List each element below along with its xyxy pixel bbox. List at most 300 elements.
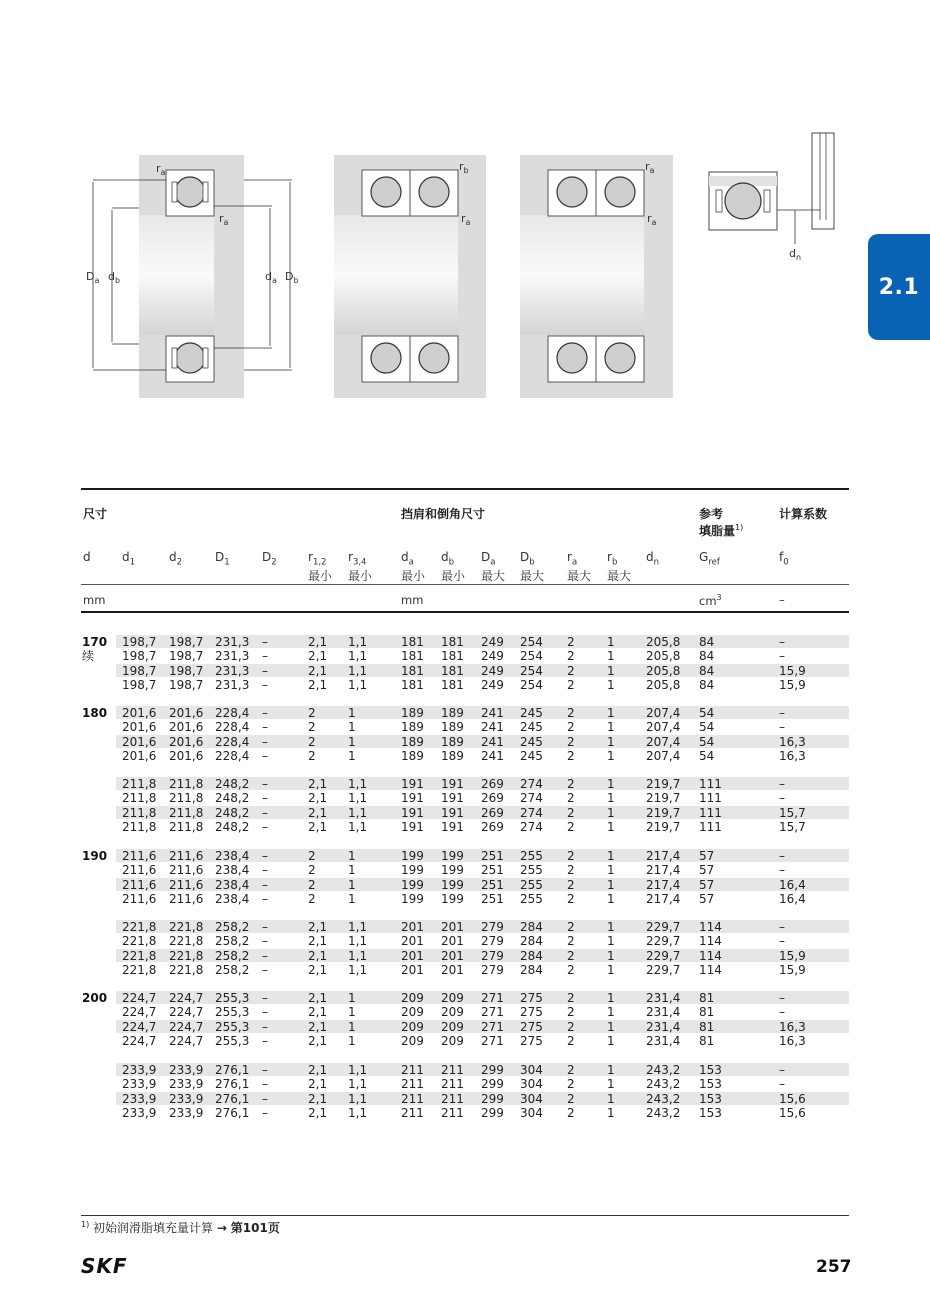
cell-f0: – [779,777,785,791]
cell-f0: 16,3 [779,1019,806,1034]
cell-d1: 201,6 [122,748,157,763]
cell-db: 191 [441,777,464,791]
svg-text:ra: $r_a$ [156,162,166,177]
cell-db: 181 [441,635,464,649]
cell-dn: 243,2 [646,1077,681,1092]
cell-f0: 15,9 [779,677,806,692]
cell-db: 211 [441,1091,464,1106]
cell-ra: 2 [567,1063,575,1077]
cell-Gref: 81 [699,1005,715,1020]
cell-dn: 243,2 [646,1105,681,1120]
cell-dn: 231,4 [646,1033,681,1048]
cell-r34: 1 [348,748,356,763]
cell-D2: – [262,734,268,749]
cell-f0: 16,3 [779,748,806,763]
cell-rb: 1 [607,1091,615,1106]
cell-ra: 2 [567,991,575,1005]
cell-da: 191 [401,777,424,791]
sym-D2: $D_2$ [262,550,277,568]
svg-text:rb: $r_b$ [459,160,469,175]
cell-f0: 16,3 [779,1033,806,1048]
cell-d1: 233,9 [122,1091,157,1106]
cell-rb: 1 [607,1005,615,1020]
cell-da: 191 [401,791,424,806]
cell-da: 209 [401,1005,424,1020]
cell-ra: 2 [567,1077,575,1092]
cell-Da: 299 [481,1063,504,1077]
footnote-rule [81,1215,849,1216]
cell-da: 181 [401,635,424,649]
cell-D1: 258,2 [215,962,250,977]
cell-rb: 1 [607,1019,615,1034]
cell-ra: 2 [567,819,575,834]
cell-f0: – [779,920,785,934]
unit-mm-dimensions: mm [83,593,106,607]
cell-Db: 304 [520,1105,543,1120]
cell-Da: 271 [481,991,504,1005]
cell-r12: 2,1 [308,649,328,664]
sym-d1: $d_1$ [122,550,136,568]
cell-rb: 1 [607,948,615,963]
cell-rb: 1 [607,849,615,863]
sym-d2: $d_2$ [169,550,183,568]
cell-r12: 2 [308,748,316,763]
cell-D1: 276,1 [215,1077,250,1092]
cell-f0: – [779,791,785,806]
cell-D1: 238,4 [215,863,250,878]
cell-r12: 2,1 [308,1005,328,1020]
cell-r34: 1,1 [348,635,368,649]
cell-ra: 2 [567,1005,575,1020]
cell-Da: 251 [481,877,504,892]
cell-ra: 2 [567,849,575,863]
cell-D2: – [262,1091,268,1106]
cell-Gref: 81 [699,1033,715,1048]
cell-d1: 221,8 [122,962,157,977]
cell-Gref: 54 [699,734,715,749]
diagram-paired-bearings-b [520,155,673,398]
cell-Gref: 81 [699,1019,715,1034]
cell-dn: 205,8 [646,663,681,678]
cell-Da: 269 [481,819,504,834]
cell-d2: 224,7 [169,991,204,1005]
cell-ra: 2 [567,948,575,963]
header-abutment-fillet: 挡肩和倒角尺寸 [401,507,486,521]
cell-r12: 2,1 [308,819,328,834]
cell-da: 201 [401,948,424,963]
cell-rb: 1 [607,805,615,820]
cell-dn: 229,7 [646,920,681,934]
cell-ra: 2 [567,934,575,949]
cell-Da: 249 [481,677,504,692]
header-mid-rule [81,584,849,585]
footnote: $^{1)}$ 初始润滑脂填充量计算 → 第101页 [81,1220,280,1235]
header-calc-factor: 计算系数 [779,507,828,521]
cell-r12: 2,1 [308,1091,328,1106]
sym-d: d [83,550,91,564]
cell-D1: 228,4 [215,748,250,763]
cell-db: 191 [441,819,464,834]
unit-cm3: $cm^3$ [699,593,722,608]
cell-dn: 205,8 [646,635,681,649]
cell-f0: – [779,934,785,949]
cell-Db: 254 [520,635,543,649]
cell-f0: 16,3 [779,734,806,749]
cell-f0: – [779,991,785,1005]
cell-d1: 211,6 [122,863,157,878]
cell-D2: – [262,748,268,763]
cell-D2: – [262,962,268,977]
cell-f0: 15,9 [779,962,806,977]
cell-Db: 254 [520,649,543,664]
cell-rb: 1 [607,734,615,749]
cell-rb: 1 [607,663,615,678]
cell-r34: 1,1 [348,948,368,963]
cell-f0: 15,9 [779,948,806,963]
cell-D1: 231,3 [215,635,250,649]
cell-D1: 258,2 [215,948,250,963]
cell-D1: 255,3 [215,991,250,1005]
svg-text:ra: $r_a$ [219,212,229,227]
unit-mm-abutment: mm [401,593,424,607]
cell-ra: 2 [567,791,575,806]
cell-Db: 274 [520,791,543,806]
cell-rb: 1 [607,1033,615,1048]
cell-Da: 251 [481,863,504,878]
cell-D1: 228,4 [215,706,250,720]
cell-Gref: 84 [699,635,715,649]
cell-D2: – [262,805,268,820]
cell-D2: – [262,891,268,906]
cell-da: 189 [401,734,424,749]
cell-Gref: 57 [699,891,715,906]
cell-r34: 1,1 [348,1091,368,1106]
cell-D1: 255,3 [215,1019,250,1034]
cell-r34: 1,1 [348,663,368,678]
cell-d2: 233,9 [169,1077,204,1092]
cell-r34: 1,1 [348,805,368,820]
cell-dn: 219,7 [646,805,681,820]
cell-f0: – [779,863,785,878]
cell-D1: 228,4 [215,720,250,735]
cell-D2: – [262,819,268,834]
cell-Db: 254 [520,677,543,692]
cell-D2: – [262,877,268,892]
cell-d2: 224,7 [169,1005,204,1020]
cell-Gref: 57 [699,863,715,878]
cell-rb: 1 [607,720,615,735]
cell-f0: – [779,635,785,649]
cell-D1: 228,4 [215,734,250,749]
cell-d2: 233,9 [169,1091,204,1106]
cell-db: 181 [441,663,464,678]
cell-D1: 258,2 [215,920,250,934]
cell-db: 189 [441,720,464,735]
cell-rb: 1 [607,1063,615,1077]
cell-da: 199 [401,863,424,878]
cell-ra: 2 [567,863,575,878]
cell-Db: 274 [520,819,543,834]
cell-da: 201 [401,920,424,934]
cell-r12: 2,1 [308,663,328,678]
cell-D2: – [262,1019,268,1034]
sym-da: $d_a$ 最小 [401,550,426,584]
cell-ra: 2 [567,1033,575,1048]
cell-r12: 2,1 [308,934,328,949]
cell-d2: 201,6 [169,734,204,749]
cell-D1: 248,2 [215,819,250,834]
cell-D1: 238,4 [215,891,250,906]
cell-Da: 271 [481,1019,504,1034]
cell-da: 199 [401,849,424,863]
cell-r12: 2 [308,849,316,863]
cell-rb: 1 [607,791,615,806]
cell-r12: 2 [308,863,316,878]
cell-db: 211 [441,1063,464,1077]
cell-ra: 2 [567,920,575,934]
cell-d1: 211,8 [122,819,157,834]
cell-Gref: 114 [699,920,722,934]
cell-d2: 221,8 [169,948,204,963]
cell-Db: 284 [520,920,543,934]
cell-f0: 15,6 [779,1091,806,1106]
cell-D2: – [262,948,268,963]
cell-D1: 238,4 [215,877,250,892]
bore-diameter-d: 170 [82,635,108,649]
cell-r34: 1,1 [348,920,368,934]
table-top-rule [81,488,849,490]
svg-text:ra: $r_a$ [461,212,471,227]
bearing-arrangement-diagrams [0,0,930,420]
cell-rb: 1 [607,991,615,1005]
cell-r12: 2,1 [308,1063,328,1077]
cell-db: 199 [441,863,464,878]
cell-db: 201 [441,934,464,949]
cell-Gref: 153 [699,1091,722,1106]
cell-Da: 299 [481,1105,504,1120]
cell-da: 181 [401,649,424,664]
cell-D1: 248,2 [215,805,250,820]
skf-logo: SKF [81,1254,128,1278]
cell-D2: – [262,934,268,949]
cell-r12: 2,1 [308,1019,328,1034]
cell-d1: 198,7 [122,649,157,664]
cell-da: 191 [401,805,424,820]
sym-r12: $r_{1,2}$ 最小 [308,550,333,584]
cell-D2: – [262,677,268,692]
cell-d2: 211,8 [169,805,204,820]
cell-d2: 211,8 [169,777,204,791]
cell-Db: 245 [520,748,543,763]
cell-dn: 219,7 [646,819,681,834]
cell-dn: 231,4 [646,991,681,1005]
sym-dn: $d_n$ [646,550,660,568]
cell-Db: 275 [520,1005,543,1020]
cell-da: 189 [401,720,424,735]
svg-text:db: $d_b$ [108,270,121,285]
cell-Db: 245 [520,720,543,735]
cell-D2: – [262,1063,268,1077]
cell-ra: 2 [567,1019,575,1034]
cell-da: 189 [401,748,424,763]
cell-Gref: 111 [699,805,722,820]
cell-r34: 1 [348,849,356,863]
cell-r12: 2 [308,734,316,749]
section-tab[interactable]: 2.1 [868,234,930,340]
cell-ra: 2 [567,962,575,977]
cell-r34: 1 [348,1019,356,1034]
cell-d2: 224,7 [169,1033,204,1048]
cell-D1: 231,3 [215,649,250,664]
sym-f0: $f_0$ [779,550,789,568]
cell-Db: 245 [520,734,543,749]
cell-Db: 275 [520,1019,543,1034]
cell-da: 209 [401,991,424,1005]
cell-f0: – [779,1063,785,1077]
cell-f0: – [779,1005,785,1020]
cell-r34: 1 [348,891,356,906]
footnote-page-link[interactable]: 第101页 [230,1221,280,1235]
cell-D2: – [262,863,268,878]
cell-Gref: 54 [699,748,715,763]
cell-d2: 211,8 [169,791,204,806]
cell-d2: 211,8 [169,819,204,834]
cell-d2: 211,6 [169,877,204,892]
header-reference-l1: 参考 [699,507,724,521]
cell-d1: 221,8 [122,948,157,963]
cell-r12: 2,1 [308,948,328,963]
cell-db: 211 [441,1105,464,1120]
cell-D2: – [262,791,268,806]
cell-r12: 2 [308,706,316,720]
cell-Gref: 57 [699,849,715,863]
cell-dn: 231,4 [646,1005,681,1020]
cell-f0: – [779,706,785,720]
cell-r34: 1,1 [348,1077,368,1092]
cell-d1: 201,6 [122,734,157,749]
cell-db: 181 [441,649,464,664]
cell-db: 189 [441,734,464,749]
cell-rb: 1 [607,777,615,791]
cell-d2: 201,6 [169,706,204,720]
cell-Db: 274 [520,777,543,791]
cell-r34: 1 [348,706,356,720]
cell-Gref: 111 [699,819,722,834]
cell-d2: 221,8 [169,920,204,934]
cell-r12: 2 [308,877,316,892]
cell-r34: 1 [348,720,356,735]
cell-r12: 2,1 [308,677,328,692]
cell-Da: 251 [481,849,504,863]
cell-r34: 1,1 [348,777,368,791]
cell-da: 211 [401,1091,424,1106]
cell-ra: 2 [567,877,575,892]
cell-d2: 198,7 [169,663,204,678]
svg-text:dn: $d_n$ [789,247,802,262]
cell-db: 191 [441,791,464,806]
cell-r34: 1,1 [348,819,368,834]
cell-D1: 248,2 [215,777,250,791]
cell-d1: 221,8 [122,934,157,949]
cell-ra: 2 [567,635,575,649]
cell-Da: 249 [481,635,504,649]
cell-r34: 1,1 [348,649,368,664]
cell-dn: 205,8 [646,649,681,664]
cell-Da: 241 [481,734,504,749]
sym-ra: $r_a$ 最大 [567,550,592,584]
cell-D1: 276,1 [215,1091,250,1106]
cell-d1: 198,7 [122,635,157,649]
cell-rb: 1 [607,635,615,649]
cell-Db: 275 [520,1033,543,1048]
cell-d1: 201,6 [122,706,157,720]
cell-ra: 2 [567,663,575,678]
cell-da: 181 [401,663,424,678]
cell-da: 209 [401,1019,424,1034]
cell-ra: 2 [567,748,575,763]
cell-d2: 201,6 [169,720,204,735]
cell-D2: – [262,849,268,863]
cell-rb: 1 [607,1105,615,1120]
cell-Gref: 114 [699,934,722,949]
cell-r12: 2,1 [308,791,328,806]
cell-r34: 1 [348,863,356,878]
cell-Da: 279 [481,920,504,934]
cell-ra: 2 [567,891,575,906]
cell-Gref: 153 [699,1077,722,1092]
cell-Da: 241 [481,706,504,720]
cell-D1: 276,1 [215,1105,250,1120]
cell-Db: 284 [520,948,543,963]
cell-r12: 2,1 [308,635,328,649]
cell-r12: 2,1 [308,1033,328,1048]
cell-D2: – [262,991,268,1005]
cell-r34: 1,1 [348,1105,368,1120]
cell-r12: 2,1 [308,805,328,820]
cell-Db: 255 [520,863,543,878]
cell-Db: 304 [520,1077,543,1092]
cell-ra: 2 [567,720,575,735]
cell-d2: 201,6 [169,748,204,763]
cell-d1: 224,7 [122,1005,157,1020]
sym-Da: $D_a$ 最大 [481,550,506,584]
cell-ra: 2 [567,734,575,749]
cell-r12: 2,1 [308,777,328,791]
cell-d2: 198,7 [169,649,204,664]
cell-d2: 198,7 [169,635,204,649]
cell-D1: 248,2 [215,791,250,806]
cell-r34: 1,1 [348,677,368,692]
cell-rb: 1 [607,819,615,834]
cell-da: 191 [401,819,424,834]
cell-d2: 221,8 [169,962,204,977]
cell-Da: 269 [481,777,504,791]
cell-r12: 2,1 [308,1077,328,1092]
cell-Da: 269 [481,805,504,820]
cell-d2: 233,9 [169,1105,204,1120]
cell-db: 199 [441,891,464,906]
cell-Gref: 153 [699,1063,722,1077]
diagram-single-bearing-abutments [86,155,299,398]
cell-d2: 211,6 [169,863,204,878]
cell-d2: 221,8 [169,934,204,949]
cell-dn: 217,4 [646,877,681,892]
cell-Da: 271 [481,1033,504,1048]
cell-da: 199 [401,877,424,892]
cell-da: 201 [401,934,424,949]
cell-d1: 224,7 [122,991,157,1005]
cell-Gref: 84 [699,663,715,678]
